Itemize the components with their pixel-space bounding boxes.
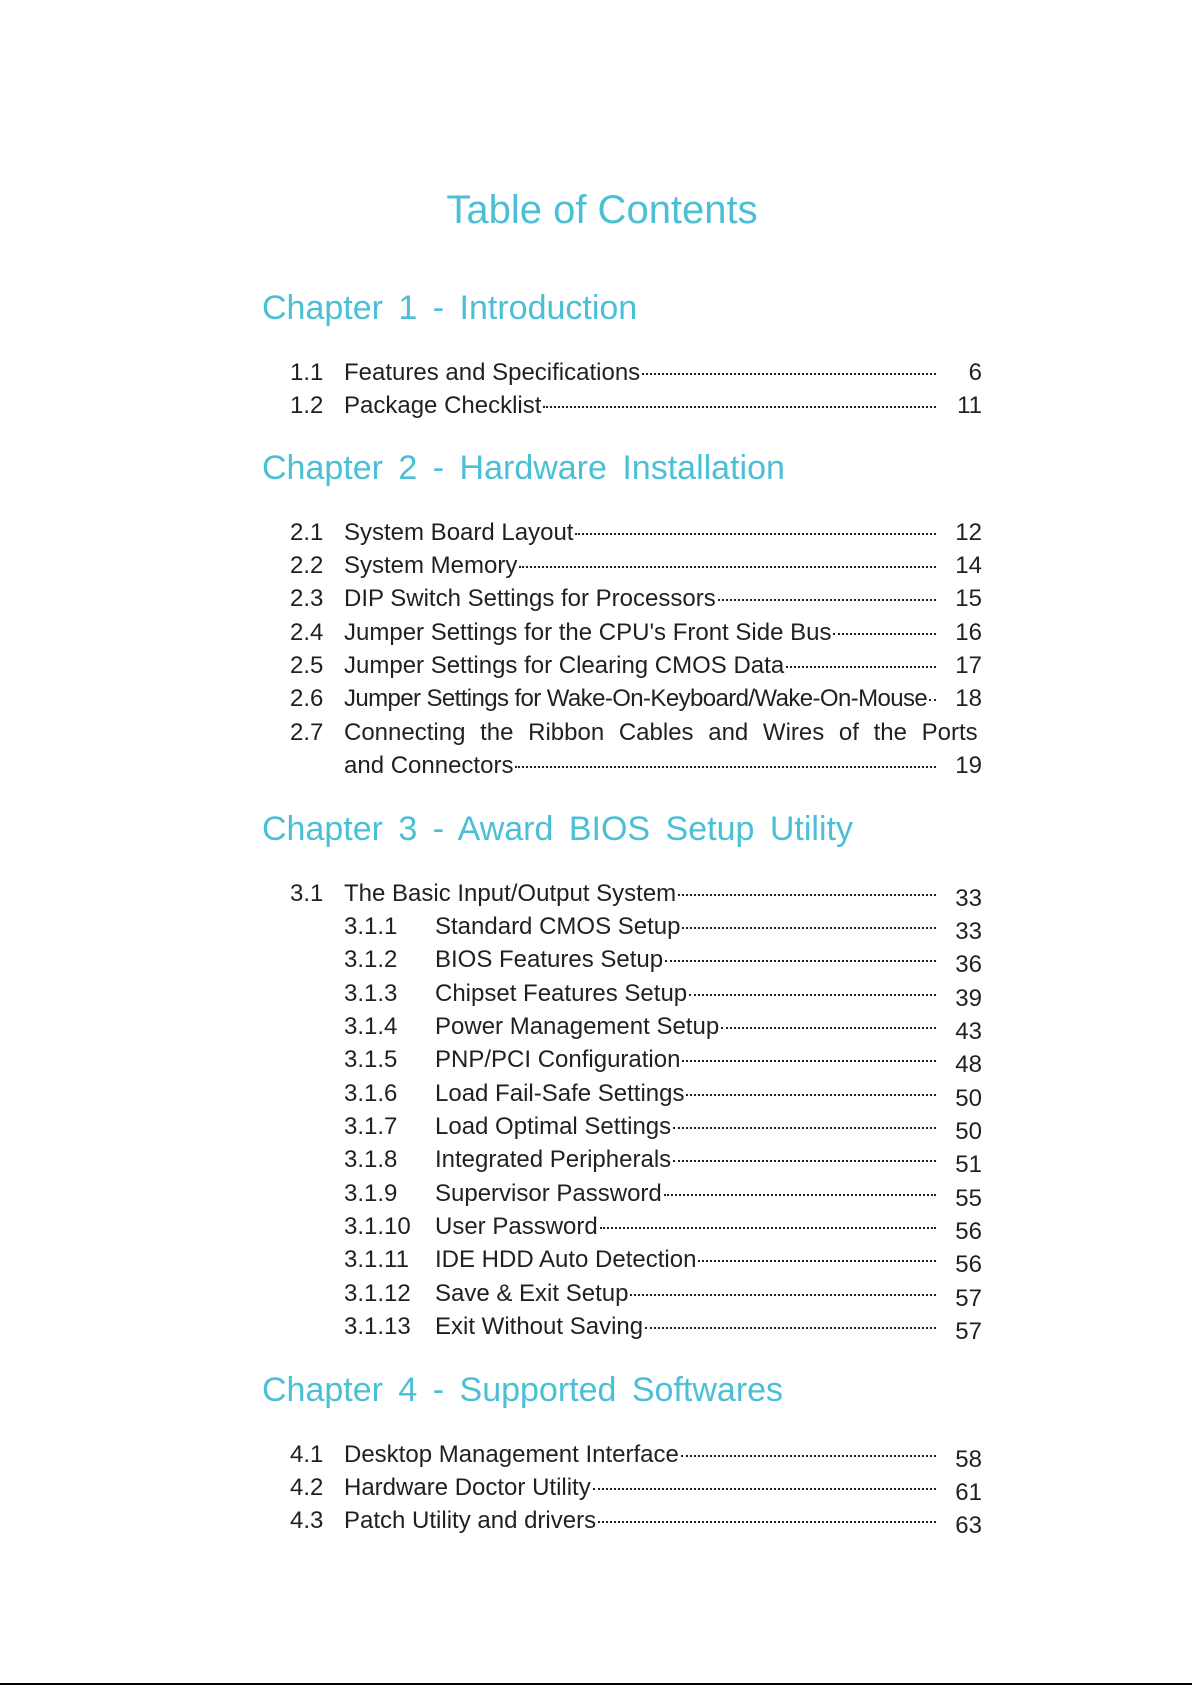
- dot-leader: [786, 666, 936, 668]
- section-title: Features and Specifications: [344, 359, 641, 386]
- toc-entry-4-1[interactable]: [290, 1440, 990, 1473]
- section-number: 3.1.6: [344, 1080, 398, 1107]
- section-title: DIP Switch Settings for Processors: [344, 585, 716, 612]
- dot-leader: [630, 1294, 936, 1296]
- dot-leader: [929, 699, 936, 701]
- section-number: 3.1.13: [344, 1313, 411, 1340]
- section-number: 2.6: [290, 685, 324, 712]
- page-number: 50: [955, 1085, 982, 1112]
- section-title: Load Fail-Safe Settings: [435, 1080, 685, 1107]
- section-number: 2.3: [290, 585, 324, 612]
- section-number: 3.1.8: [344, 1146, 398, 1173]
- chapter-2-heading: Chapter 2 - Hardware Installation: [262, 449, 785, 487]
- section-title: Standard CMOS Setup: [435, 913, 681, 940]
- toc-entry-2-7[interactable]: [290, 718, 990, 748]
- dot-leader: [718, 599, 936, 601]
- dot-leader: [673, 1160, 936, 1162]
- toc-subentry-3-1-2[interactable]: [344, 945, 990, 978]
- section-number: 3.1.2: [344, 946, 398, 973]
- dot-leader: [515, 766, 936, 768]
- page-number: 19: [955, 752, 982, 779]
- chapter-4-heading: Chapter 4 - Supported Softwares: [262, 1371, 784, 1409]
- section-title: Package Checklist: [344, 392, 542, 419]
- dot-leader: [598, 1521, 936, 1523]
- section-number: 2.2: [290, 552, 324, 579]
- section-number: 1.1: [290, 359, 324, 386]
- section-number: 3.1.4: [344, 1013, 398, 1040]
- page-number: 6: [968, 359, 982, 386]
- section-number: 3.1.7: [344, 1113, 398, 1140]
- dot-leader: [519, 566, 936, 568]
- toc-entry-2-7-cont[interactable]: [290, 751, 990, 781]
- dot-leader: [833, 633, 936, 635]
- page-number: 43: [955, 1018, 982, 1045]
- page-number: 18: [955, 685, 982, 712]
- toc-entry-1-1[interactable]: [290, 358, 990, 388]
- section-title: Supervisor Password: [435, 1180, 662, 1207]
- section-number: 3.1.12: [344, 1280, 411, 1307]
- page-number: 17: [955, 652, 982, 679]
- toc-subentry-3-1-7[interactable]: [344, 1112, 990, 1145]
- section-title: Patch Utility and drivers: [344, 1507, 597, 1534]
- section-title: User Password: [435, 1213, 598, 1240]
- dot-leader: [689, 994, 936, 996]
- toc-subentry-3-1-9[interactable]: [344, 1179, 990, 1212]
- dot-leader: [682, 927, 936, 929]
- page-number: 56: [955, 1251, 982, 1278]
- page-number: 39: [955, 985, 982, 1012]
- dot-leader: [600, 1227, 936, 1229]
- section-number: 3.1.11: [344, 1246, 409, 1273]
- section-title: The Basic Input/Output System: [344, 880, 677, 907]
- dot-leader: [575, 533, 936, 535]
- toc-subentry-3-1-1[interactable]: [344, 912, 990, 945]
- section-title: Connecting the Ribbon Cables and Wires of the Ports: [344, 719, 978, 746]
- section-number: 2.7: [290, 719, 324, 746]
- toc-subentry-3-1-11[interactable]: [344, 1245, 990, 1278]
- page-number: 16: [955, 619, 982, 646]
- toc-subentry-3-1-3[interactable]: [344, 979, 990, 1012]
- page-number: 14: [955, 552, 982, 579]
- section-title: Power Management Setup: [435, 1013, 720, 1040]
- page-number: 55: [955, 1185, 982, 1212]
- dot-leader: [543, 406, 936, 408]
- section-number: 3.1: [290, 880, 324, 907]
- section-title: Jumper Settings for Clearing CMOS Data: [344, 652, 785, 679]
- page-number: 48: [955, 1051, 982, 1078]
- page-number: 12: [955, 519, 982, 546]
- dot-leader: [678, 894, 936, 896]
- dot-leader: [681, 1455, 936, 1457]
- toc-subentry-3-1-13[interactable]: [344, 1312, 990, 1345]
- toc-entry-2-4[interactable]: [290, 618, 990, 648]
- toc-entry-1-2[interactable]: [290, 391, 990, 421]
- page-number: 11: [957, 392, 982, 419]
- section-number: 2.4: [290, 619, 324, 646]
- toc-entry-2-5[interactable]: [290, 651, 990, 681]
- dot-leader: [645, 1327, 936, 1329]
- section-title: Hardware Doctor Utility: [344, 1474, 591, 1501]
- dot-leader: [642, 373, 936, 375]
- section-number: 4.3: [290, 1507, 324, 1534]
- dot-leader: [664, 1194, 936, 1196]
- section-title: Desktop Management Interface: [344, 1441, 679, 1468]
- toc-entry-4-3[interactable]: [290, 1506, 990, 1539]
- section-title: Integrated Peripherals: [435, 1146, 672, 1173]
- page-number: 50: [955, 1118, 982, 1145]
- section-number: 2.1: [290, 519, 324, 546]
- page-number: 58: [955, 1446, 982, 1473]
- section-title: Jumper Settings for the CPU's Front Side Bus: [344, 619, 832, 646]
- toc-subentry-3-1-5[interactable]: [344, 1045, 990, 1078]
- section-number: 3.1.5: [344, 1046, 398, 1073]
- toc-subentry-3-1-12[interactable]: [344, 1279, 990, 1312]
- section-title: System Memory: [344, 552, 518, 579]
- dot-leader: [686, 1094, 936, 1096]
- section-number: 4.2: [290, 1474, 324, 1501]
- toc-entry-2-3[interactable]: [290, 584, 990, 614]
- section-title: PNP/PCI Configuration: [435, 1046, 681, 1073]
- toc-subentry-3-1-4[interactable]: [344, 1012, 990, 1045]
- page-title: Table of Contents: [446, 188, 758, 232]
- dot-leader: [673, 1127, 936, 1129]
- section-number: 2.5: [290, 652, 324, 679]
- page-number: 33: [955, 885, 982, 912]
- page-number: 36: [955, 951, 982, 978]
- section-title: Save & Exit Setup: [435, 1280, 629, 1307]
- section-title: Jumper Settings for Wake-On-Keyboard/Wake-On-Mouse: [344, 685, 928, 712]
- page-number: 61: [955, 1479, 982, 1506]
- dot-leader: [593, 1488, 936, 1490]
- section-number: 3.1.3: [344, 980, 398, 1007]
- page-number: 57: [955, 1318, 982, 1345]
- page-number: 51: [955, 1151, 982, 1178]
- dot-leader: [682, 1060, 936, 1062]
- page-number: 15: [955, 585, 982, 612]
- section-number: 3.1.1: [344, 913, 398, 940]
- toc-entry-3-1[interactable]: [290, 879, 990, 912]
- section-title: System Board Layout: [344, 519, 574, 546]
- section-title: Load Optimal Settings: [435, 1113, 672, 1140]
- toc-subentry-3-1-10[interactable]: [344, 1212, 990, 1245]
- toc-entry-2-6[interactable]: [290, 684, 990, 714]
- section-title: BIOS Features Setup: [435, 946, 664, 973]
- toc-subentry-3-1-8[interactable]: [344, 1145, 990, 1178]
- toc-entry-2-1[interactable]: [290, 518, 990, 548]
- dot-leader: [721, 1027, 936, 1029]
- section-title: Chipset Features Setup: [435, 980, 688, 1007]
- toc-entry-2-2[interactable]: [290, 551, 990, 581]
- section-number: 4.1: [290, 1441, 324, 1468]
- chapter-1-heading: Chapter 1 - Introduction: [262, 289, 638, 327]
- page-number: 56: [955, 1218, 982, 1245]
- dot-leader: [698, 1260, 936, 1262]
- section-title-continued: and Connectors: [344, 752, 514, 779]
- section-number: 1.2: [290, 392, 324, 419]
- chapter-3-heading: Chapter 3 - Award BIOS Setup Utility: [262, 810, 853, 848]
- toc-subentry-3-1-6[interactable]: [344, 1079, 990, 1112]
- dot-leader: [665, 960, 936, 962]
- page-number: 33: [955, 918, 982, 945]
- page-number: 63: [955, 1512, 982, 1539]
- toc-entry-4-2[interactable]: [290, 1473, 990, 1506]
- section-number: 3.1.10: [344, 1213, 411, 1240]
- section-title: Exit Without Saving: [435, 1313, 644, 1340]
- section-number: 3.1.9: [344, 1180, 398, 1207]
- section-title: IDE HDD Auto Detection: [435, 1246, 697, 1273]
- page-number: 57: [955, 1285, 982, 1312]
